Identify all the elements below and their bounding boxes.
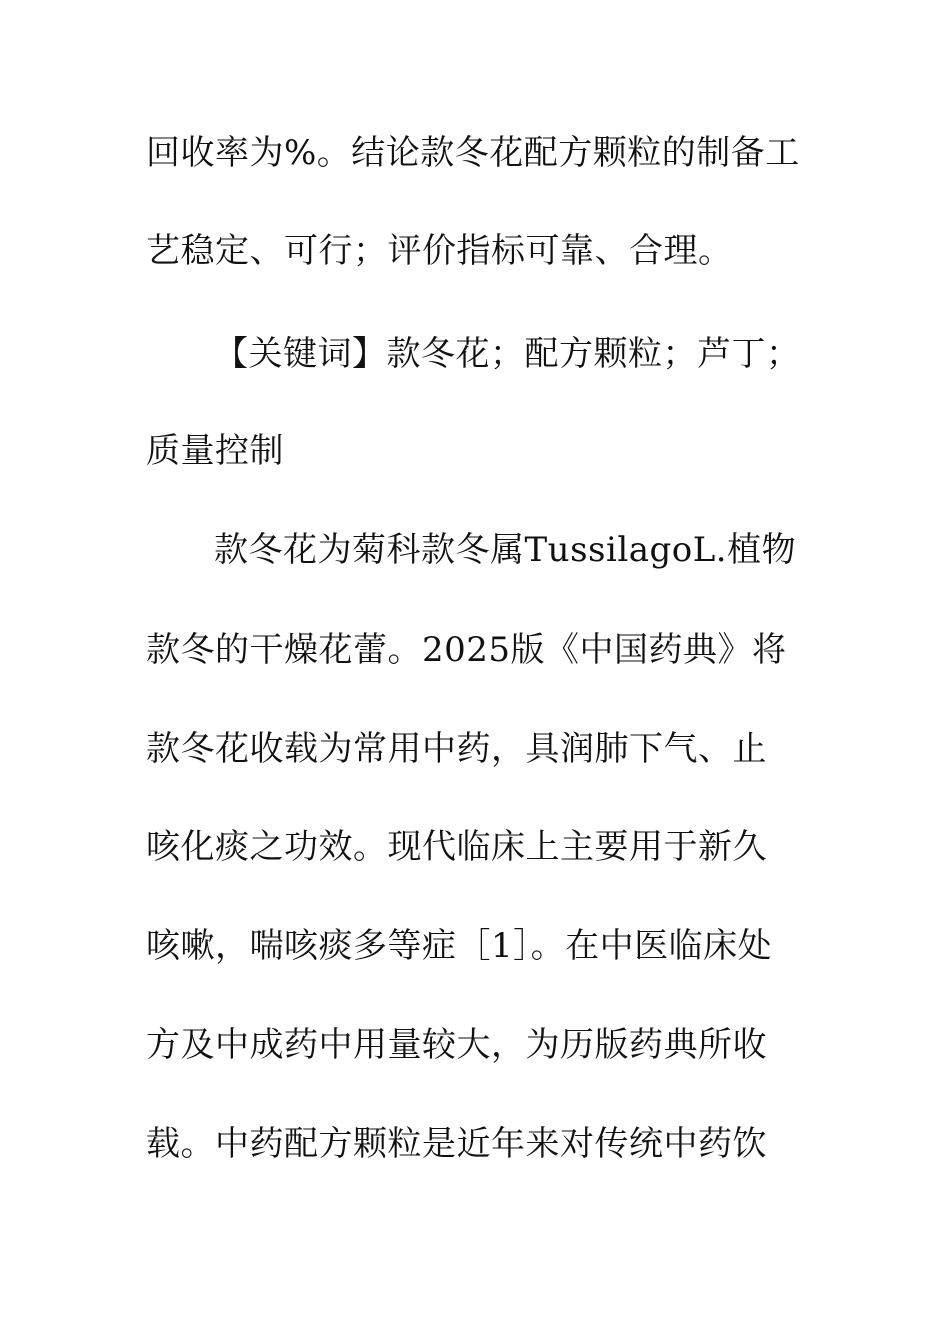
body-paragraph-line-2: 款冬的干燥花蕾。2025版《中国药典》将	[146, 630, 787, 670]
body-paragraph-line-5: 咳嗽，喘咳痰多等症［1］。在中医临床处	[146, 926, 773, 966]
body-paragraph-line-6: 方及中成药中用量较大，为历版药典所收	[146, 1025, 767, 1065]
keywords-line: 【关键词】款冬花；配方颗粒；芦丁；	[214, 334, 801, 374]
body-paragraph-line-4: 咳化痰之功效。现代临床上主要用于新久	[146, 827, 767, 867]
abstract-line-2: 艺稳定、可行；评价指标可靠、合理。	[146, 231, 733, 271]
abstract-line-1: 回收率为%。结论款冬花配方颗粒的制备工	[146, 133, 800, 173]
body-paragraph-line-1: 款冬花为菊科款冬属TussilagoL.植物	[214, 530, 797, 570]
body-paragraph-line-3: 款冬花收载为常用中药，具润肺下气、止	[146, 729, 767, 769]
keywords-line-continued: 质量控制	[146, 431, 284, 471]
body-paragraph-line-7: 载。中药配方颗粒是近年来对传统中药饮	[146, 1124, 767, 1164]
